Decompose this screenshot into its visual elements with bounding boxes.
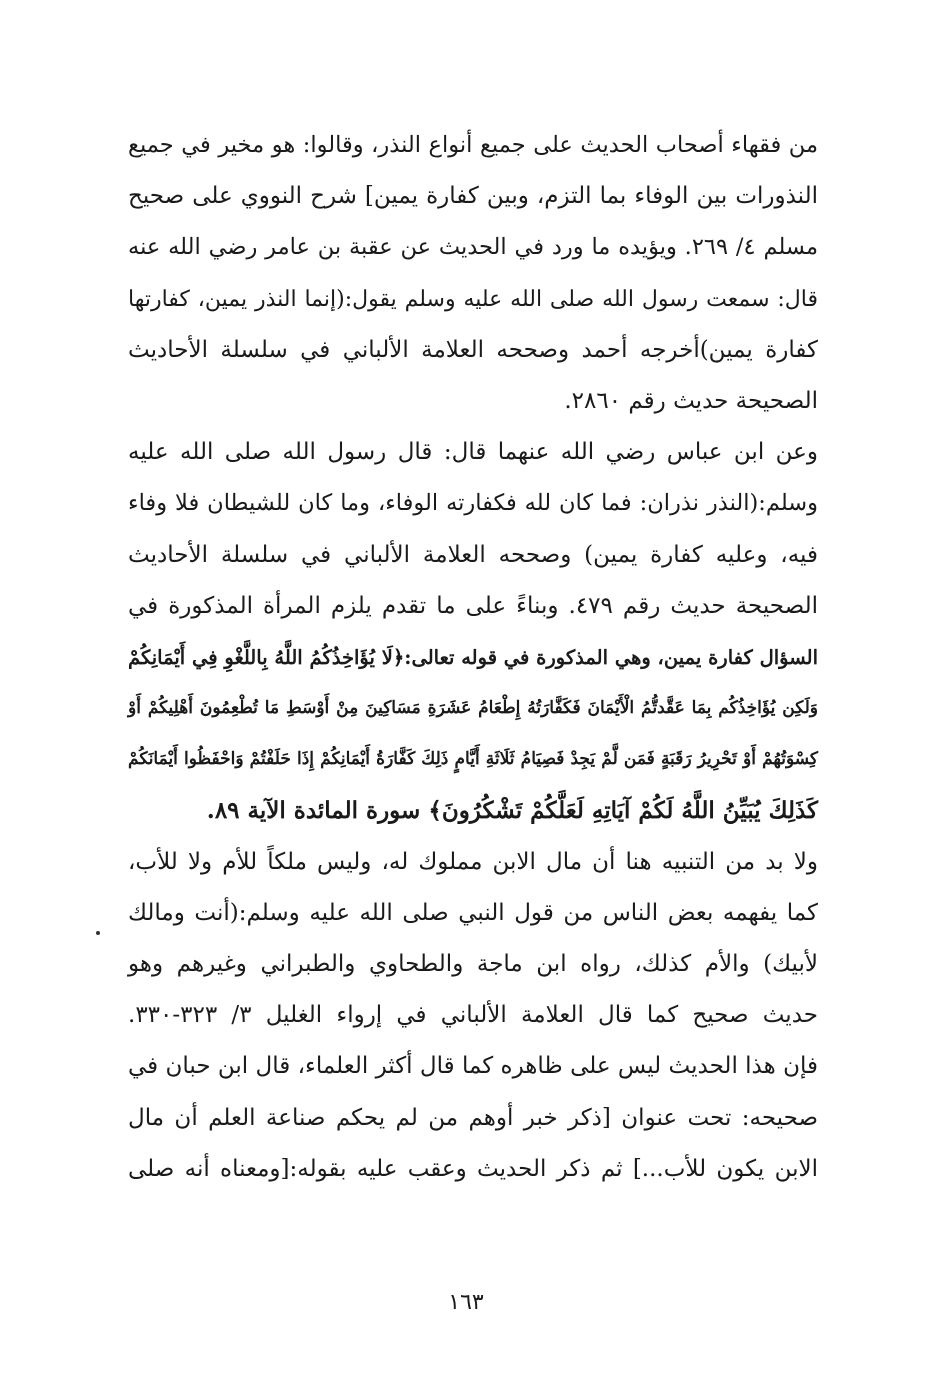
text-line-18: حديث صحيح كما قال العلامة الألباني في إرواء الغليل ٣/ ٣٢٣-٣٣٠. xyxy=(128,1002,818,1029)
text-line-19: فإن هذا الحديث ليس على ظاهره كما قال أكثر العلماء، قال ابن حبان في xyxy=(128,1053,818,1080)
text-line-1: من فقهاء أصحاب الحديث على جميع أنواع النذر، وقالوا: هو مخير في جميع xyxy=(128,132,818,158)
quran-line-4: كَذَلِكَ يُبَيِّنُ اللَّهُ لَكُمْ آيَاتِهِ لَعَلَّكُمْ تَشْكُرُونَ﴾ سورة المائدة الآية ٨٩. xyxy=(206,797,818,825)
margin-dot xyxy=(96,931,100,935)
text-line-20: صحيحه: تحت عنوان [ذكر خبر أوهم من لم يحكم صناعة العلم أن مال xyxy=(128,1104,818,1131)
quran-line-2: وَلَكِن يُؤَاخِذُكُم بِمَا عَقَّدتُّمُ الْأَيْمَانَ فَكَفَّارَتُهُ إِطْعَامُ عَشَرَةِ مَسَاكِينَ مِنْ أَوْسَطِ مَا تُطْعِمُونَ أَهْلِيكُمْ أَوْ xyxy=(128,698,818,719)
text-line-16: كما يفهمه بعض الناس من قول النبي صلى الله عليه وسلم:(أنت ومالك xyxy=(128,899,818,926)
text-line-4: قال: سمعت رسول الله صلى الله عليه وسلم يقول:(إنما النذر يمين، كفارتها xyxy=(128,286,818,312)
text-line-21: الابن يكون للأب...] ثم ذكر الحديث وعقب عليه بقوله:[ومعناه أنه صلى xyxy=(128,1155,818,1182)
quran-line-3: كِسْوَتُهُمْ أَوْ تَحْرِيرُ رَقَبَةٍ فَمَن لَّمْ يَجِدْ فَصِيَامُ ثَلَاثَةِ أَيَّامٍ ذَلِكَ كَفَّارَةُ أَيْمَانِكُمْ إِذَا حَلَفْتُمْ وَاحْفَظُوا أَيْمَانَكُمْ xyxy=(128,749,818,770)
text-line-7: وعن ابن عباس رضي الله عنهما قال: قال رسول الله صلى الله عليه xyxy=(128,439,818,466)
text-line-3: مسلم ٤/ ٢٦٩. ويؤيده ما ورد في الحديث عن عقبة بن عامر رضي الله عنه xyxy=(128,234,819,261)
text-line-5: كفارة يمين)أخرجه أحمد وصححه العلامة الألباني في سلسلة الأحاديث xyxy=(128,336,818,363)
text-line-17: لأبيك) والأم كذلك، رواه ابن ماجة والطحاوي والطبراني وغيرهم وهو xyxy=(128,951,818,977)
text-line-8: وسلم:(النذر نذران: فما كان لله فكفارته الوفاء، وما كان للشيطان فلا وفاء xyxy=(128,490,818,517)
text-line-15: ولا بد من التنبيه هنا أن مال الابن مملوك له، وليس ملكاً للأم ولا للأب، xyxy=(128,848,818,875)
text-line-9: فيه، وعليه كفارة يمين) وصححه العلامة الألباني في سلسلة الأحاديث xyxy=(128,541,818,568)
page-number: ١٦٣ xyxy=(448,1290,484,1315)
text-line-2: النذورات بين الوفاء بما التزم، وبين كفارة يمين] شرح النووي على صحيح xyxy=(128,183,818,210)
text-line-6: الصحيحة حديث رقم ٢٨٦٠. xyxy=(564,387,818,414)
body-text xyxy=(128,120,818,1195)
text-line-10: الصحيحة حديث رقم ٤٧٩. وبناءً على ما تقدم يلزم المرأة المذكورة في xyxy=(128,592,818,619)
quran-line-1: السؤال كفارة يمين، وهي المذكورة في قوله تعالى:﴿لَا يُؤَاخِذُكُمُ اللَّهُ بِاللَّغْوِ فِي أَيْمَانِكُمْ xyxy=(127,645,818,669)
